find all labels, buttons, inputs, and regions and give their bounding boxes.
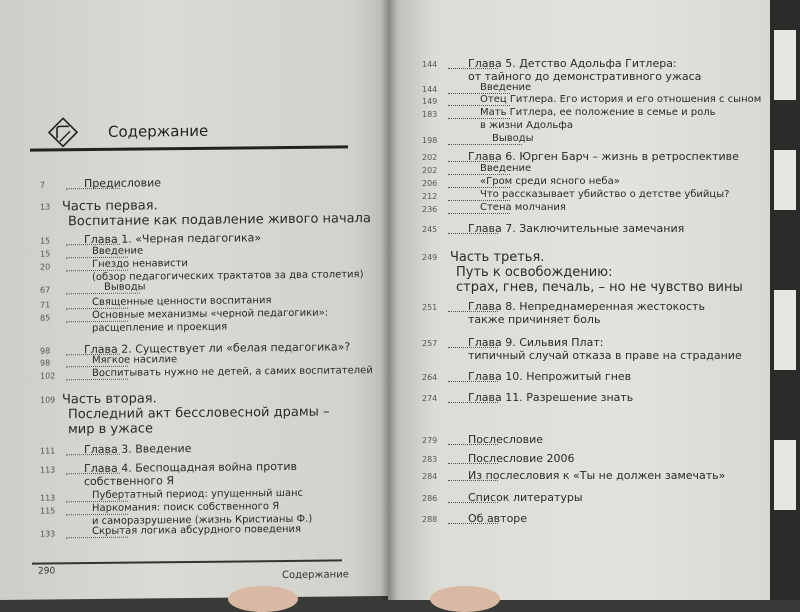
toc-page-number: 115 xyxy=(40,506,56,516)
toc-leader-dots xyxy=(448,200,510,201)
toc-page-number: 67 xyxy=(40,285,51,295)
toc-entry-title-continued: Последний акт бессловесной драмы – xyxy=(68,404,330,423)
toc-entry-title: Глава 11. Разрешение знать xyxy=(468,391,634,404)
toc-entry-title: Что рассказывает убийство о детстве убийцы? xyxy=(480,189,730,200)
toc-leader-dots xyxy=(448,174,510,175)
contents-header xyxy=(30,114,348,151)
toc-page-number: 102 xyxy=(40,371,56,381)
toc-page-number: 288 xyxy=(422,515,438,524)
toc-entry-title: Воспитывать нужно не детей, а самих воспитателей xyxy=(92,365,373,380)
toc-page-number: 251 xyxy=(422,303,438,312)
toc-page-number: 212 xyxy=(422,192,438,201)
thumb-left xyxy=(228,586,298,612)
toc-page-number: 274 xyxy=(422,394,438,403)
toc-entry-title: Священные ценности воспитания xyxy=(92,295,272,309)
toc-entry-title: Глава 10. Непрожитый гнев xyxy=(468,370,632,383)
toc-entry-title: Глава 4. Беспощадная война против xyxy=(84,459,297,476)
right-book-page xyxy=(388,0,770,600)
toc-page-number: 206 xyxy=(422,179,438,188)
toc-page-number: 85 xyxy=(40,313,51,323)
toc-page-number: 183 xyxy=(422,110,438,119)
footer-rule xyxy=(32,559,342,564)
page-number: 290 xyxy=(38,566,56,577)
toc-page-number: 257 xyxy=(422,339,438,348)
toc-entry-title: Выводы xyxy=(104,281,146,293)
toc-entry-title: Часть третья. xyxy=(450,250,545,265)
toc-entry-title: Глава 5. Детство Адольфа Гитлера: xyxy=(468,57,677,70)
toc-entry-title: Скрытая логика абсурдного поведения xyxy=(92,523,302,538)
toc-entry-title: Часть вторая. xyxy=(62,391,157,408)
toc-entry-title: Введение xyxy=(480,163,532,174)
toc-entry-title-continued: в жизни Адольфа xyxy=(480,120,573,131)
toc-entry-title: Глава 3. Введение xyxy=(84,441,192,457)
toc-page-number: 144 xyxy=(422,60,438,69)
contents-logo-icon xyxy=(48,117,78,147)
toc-leader-dots xyxy=(66,293,140,295)
toc-entry-title: Мягкое насилие xyxy=(92,354,178,367)
toc-leader-dots xyxy=(448,105,510,106)
cover-stripe xyxy=(774,150,796,210)
toc-page-number: 283 xyxy=(422,455,438,464)
toc-page-number: 98 xyxy=(40,358,51,368)
toc-page-number: 202 xyxy=(422,153,438,162)
toc-entry-title-continued: собственного Я xyxy=(84,474,175,489)
toc-entry-title-continued: страх, гнев, печаль, – но не чувство вины xyxy=(456,280,743,295)
toc-page-number: 98 xyxy=(40,346,51,356)
cover-stripe xyxy=(774,440,796,510)
toc-page-number: 113 xyxy=(40,493,56,503)
toc-page-number: 202 xyxy=(422,166,438,175)
toc-page-number: 113 xyxy=(40,465,56,475)
toc-page-number: 286 xyxy=(422,494,438,503)
toc-entry-title: Глава 6. Юрген Барч – жизнь в ретроспективе xyxy=(468,150,739,163)
toc-entry-title-continued: расщепление и проекция xyxy=(92,321,228,335)
toc-entry-title-continued: Путь к освобождению: xyxy=(456,265,613,280)
toc-page-number: 71 xyxy=(40,300,51,310)
toc-entry-title: Об авторе xyxy=(468,512,528,525)
toc-entry-title: «Гром среди ясного неба» xyxy=(480,176,620,187)
toc-entry-title: Из послесловия к «Ты не должен замечать» xyxy=(468,469,726,482)
toc-entry-title: Основные механизмы «черной педагогики»: xyxy=(92,307,329,322)
spine-shadow xyxy=(380,0,398,600)
toc-page-number: 13 xyxy=(40,202,51,212)
left-book-page xyxy=(0,0,392,600)
toc-page-number: 198 xyxy=(422,136,438,145)
toc-entry-title: Мать Гитлера, ее положение в семье и роль xyxy=(480,107,716,118)
toc-entry-title-continued: мир в ужасе xyxy=(68,421,153,438)
toc-entry-title: Гнездо ненависти xyxy=(92,258,188,271)
toc-page-number: 236 xyxy=(422,205,438,214)
toc-entry-title-continued: (обзор педагогических трактатов за два столетия) xyxy=(92,269,364,284)
toc-page-number: 109 xyxy=(40,395,56,405)
toc-entry-title: Пубертатный период: упущенный шанс xyxy=(92,487,304,502)
toc-leader-dots xyxy=(448,144,522,145)
toc-entry-title: Наркомания: поиск собственного Я xyxy=(92,501,280,515)
toc-entry-title: Предисловие xyxy=(84,176,161,191)
toc-leader-dots xyxy=(448,187,510,188)
toc-page-number: 279 xyxy=(422,436,438,445)
toc-entry-title-continued: Воспитание как подавление живого начала xyxy=(68,211,371,230)
toc-page-number: 284 xyxy=(422,472,438,481)
toc-page-number: 149 xyxy=(422,97,438,106)
toc-page-number: 133 xyxy=(40,529,56,539)
cover-stripe xyxy=(774,290,796,370)
cover-stripe xyxy=(774,30,796,100)
toc-leader-dots xyxy=(448,213,510,214)
toc-page-number: 264 xyxy=(422,373,438,382)
running-head: Содержание xyxy=(282,569,349,582)
toc-page-number: 249 xyxy=(422,253,438,262)
toc-entry-title: Введение xyxy=(92,245,144,258)
toc-entry-title: Глава 7. Заключительные замечания xyxy=(468,222,685,235)
toc-entry-title: Послесловие 2006 xyxy=(468,452,575,465)
toc-entry-title-continued: также причиняет боль xyxy=(468,313,601,326)
toc-entry-title: Стена молчания xyxy=(480,202,566,213)
toc-page-number: 15 xyxy=(40,249,51,259)
toc-page-number: 245 xyxy=(422,225,438,234)
toc-page-number: 20 xyxy=(40,262,51,272)
book-cover-edge xyxy=(770,0,800,600)
toc-entry-title: Глава 8. Непреднамеренная жестокость xyxy=(468,300,705,313)
toc-entry-title: Глава 1. «Черная педагогика» xyxy=(84,231,262,247)
toc-leader-dots xyxy=(448,118,510,119)
toc-entry-title: Отец Гитлера. Его история и его отношения с сыном xyxy=(480,94,762,105)
toc-entry-title-continued: и саморазрушение (жизнь Кристианы Ф.) xyxy=(92,513,313,528)
toc-page-number: 144 xyxy=(422,85,438,94)
toc-entry-title: Выводы xyxy=(492,133,534,144)
contents-title: Содержание xyxy=(108,121,209,141)
toc-page-number: 15 xyxy=(40,236,51,246)
toc-page-number: 111 xyxy=(40,446,56,456)
toc-page-number: 7 xyxy=(40,180,46,190)
toc-entry-title-continued: типичный случай отказа в праве на страдание xyxy=(468,349,742,362)
toc-entry-title-continued: от тайного до демонстративного ужаса xyxy=(468,70,702,83)
toc-entry-title: Послесловие xyxy=(468,433,544,446)
toc-entry-title: Введение xyxy=(480,82,532,93)
toc-entry-title: Часть первая. xyxy=(62,198,158,215)
toc-entry-title: Список литературы xyxy=(468,491,583,504)
toc-entry-title: Глава 9. Сильвия Плат: xyxy=(468,336,604,349)
toc-entry-title: Глава 2. Существует ли «белая педагогика»? xyxy=(84,340,351,357)
thumb-right xyxy=(430,586,500,612)
